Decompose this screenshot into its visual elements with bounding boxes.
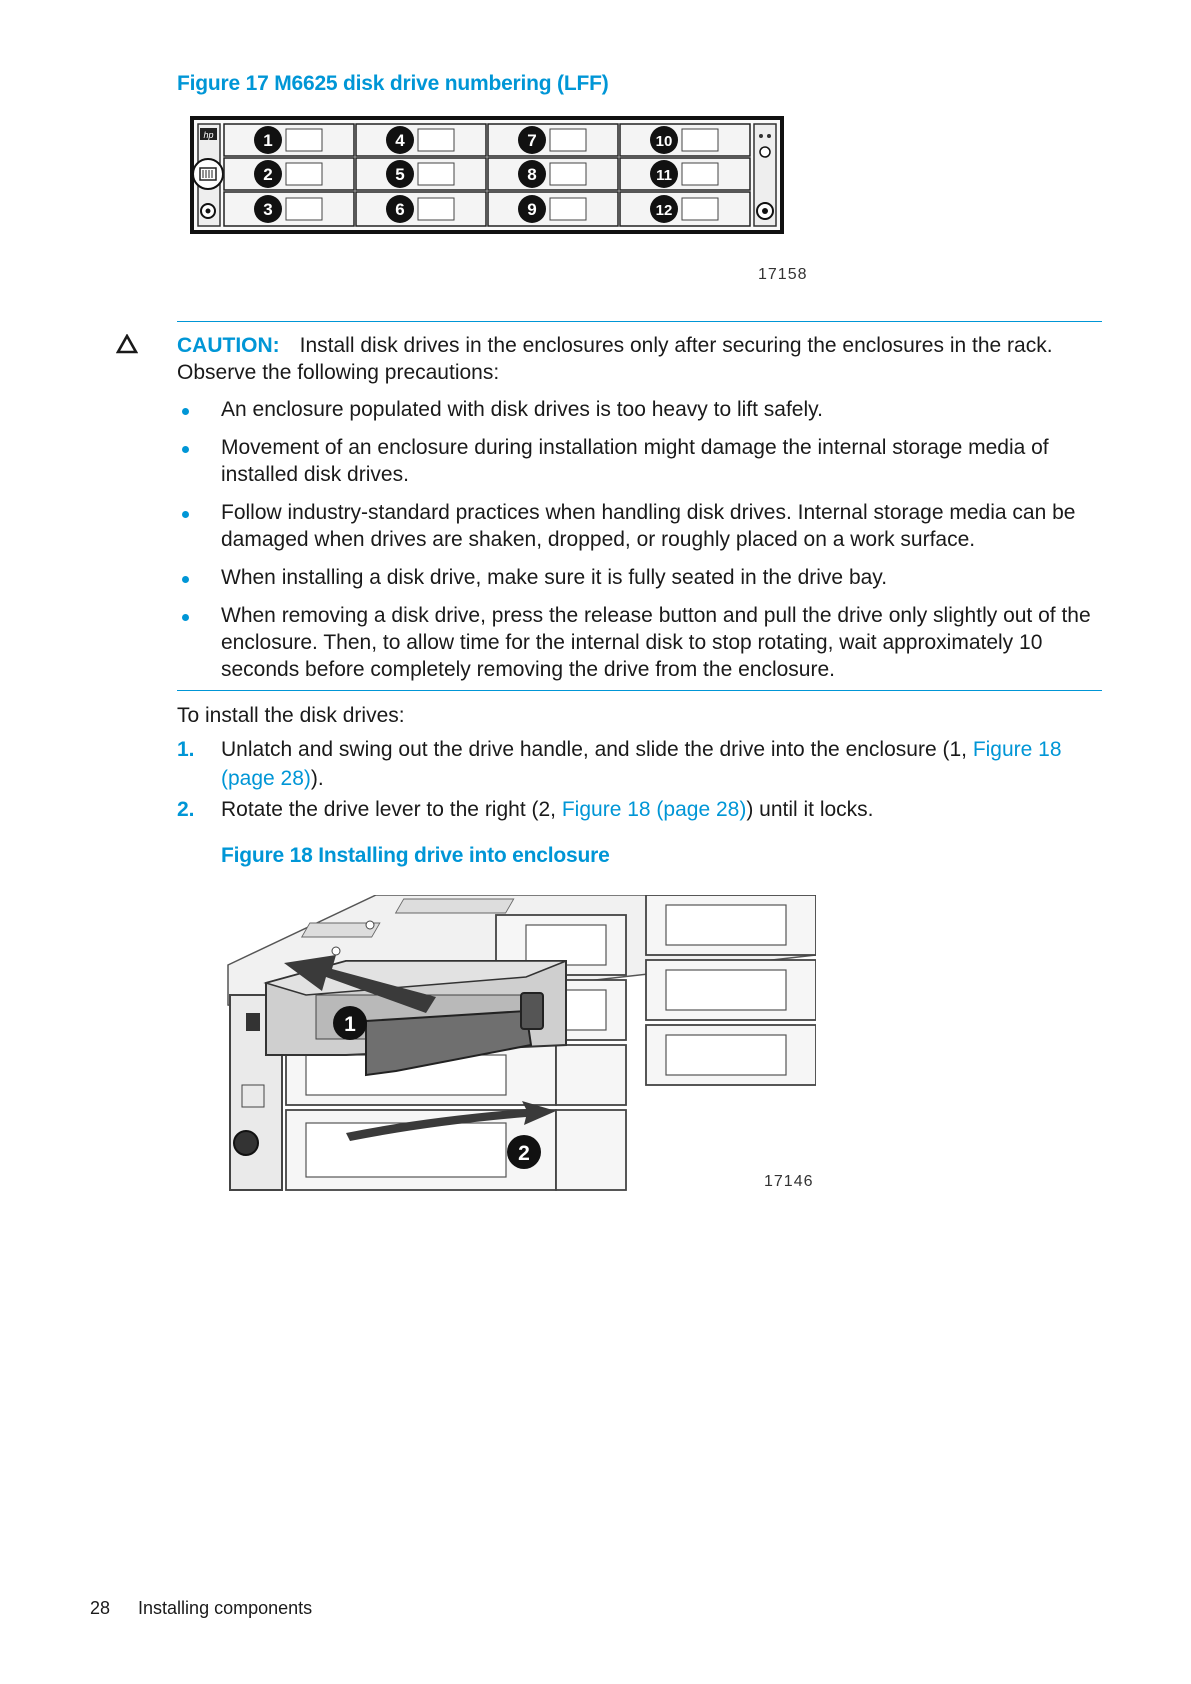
bay-number-6: 6 xyxy=(395,200,405,219)
caution-top-rule xyxy=(177,321,1102,322)
figure-18-id: 17146 xyxy=(764,1173,814,1190)
step-item xyxy=(177,735,1117,793)
bay-number-12: 12 xyxy=(655,202,673,219)
callout-number-1: 1 xyxy=(344,1013,356,1036)
step-item xyxy=(177,795,1117,824)
bay-number-8: 8 xyxy=(527,165,537,184)
caution-label: CAUTION: xyxy=(177,334,280,357)
bay-number-5: 5 xyxy=(395,165,405,184)
list-item: Movement of an enclosure during installation might damage the internal storage media of installed disk drives. xyxy=(177,434,1117,488)
bay-number-11: 11 xyxy=(656,167,672,184)
bay-number-4: 4 xyxy=(395,131,405,150)
svg-text:hp: hp xyxy=(203,130,214,140)
bay-number-7: 7 xyxy=(527,131,537,150)
status-led-panel-icon xyxy=(193,159,223,189)
rack-screw-icon xyxy=(234,1131,258,1155)
step-text-end: ). xyxy=(310,767,324,790)
caution-statement xyxy=(177,332,1053,359)
install-steps xyxy=(177,735,1117,826)
caution-text: Install disk drives in the enclosures only after securing the enclosures in the rack. xyxy=(299,334,1053,357)
caution-triangle-icon xyxy=(116,334,138,354)
step-text: Unlatch and swing out the drive handle, and slide the drive into the enclosure (1, xyxy=(221,738,967,761)
page-number: 28 xyxy=(90,1598,111,1618)
step-number: 2. xyxy=(177,798,195,821)
figure-18-title: Figure 18 Installing drive into enclosure xyxy=(221,844,610,867)
precautions-list xyxy=(177,396,1117,694)
figure-17-id: 17158 xyxy=(758,266,808,283)
caution-bottom-rule xyxy=(177,690,1102,691)
callout-number-2: 2 xyxy=(518,1142,530,1165)
step-text-end: ) until it locks. xyxy=(746,798,874,821)
list-item: An enclosure populated with disk drives is too heavy to lift safely. xyxy=(177,396,1117,423)
step-text: Rotate the drive lever to the right (2, xyxy=(221,798,557,821)
list-item: When installing a disk drive, make sure it is fully seated in the drive bay. xyxy=(177,564,1117,591)
bay-number-2: 2 xyxy=(263,165,273,184)
caution-intro: Observe the following precautions: xyxy=(177,361,500,384)
figure-17-title: Figure 17 M6625 disk drive numbering (LFF) xyxy=(177,72,609,95)
step-number: 1. xyxy=(177,738,195,761)
bay-number-9: 9 xyxy=(527,200,537,219)
bay-number-10: 10 xyxy=(655,133,673,150)
section-name: Installing components xyxy=(138,1598,313,1618)
bay-number-1: 1 xyxy=(263,131,273,150)
install-intro: To install the disk drives: xyxy=(177,704,405,727)
figure-18-link[interactable]: Figure 18 (page 28) xyxy=(561,798,747,821)
left-rack-screw-icon xyxy=(201,204,215,218)
hp-logo-icon xyxy=(200,128,217,140)
figure-18-link[interactable]: Figure 18 (page 28) xyxy=(221,738,1062,790)
list-item: When removing a disk drive, press the release button and pull the drive only slightly out of the enclosure. Then, to allow time for the internal disk to stop rotating, wait approximately 10 seconds before completely removing the drive from the enclosure. xyxy=(177,602,1117,683)
figure-18-installation-diagram xyxy=(226,895,816,1195)
list-item: Follow industry-standard practices when handling disk drives. Internal storage media can be damaged when drives are shaken, dropped, or roughly placed on a work surface. xyxy=(177,499,1117,553)
bay-number-3: 3 xyxy=(263,200,273,219)
page-footer xyxy=(90,1598,312,1619)
figure-17-enclosure-diagram xyxy=(186,114,796,239)
